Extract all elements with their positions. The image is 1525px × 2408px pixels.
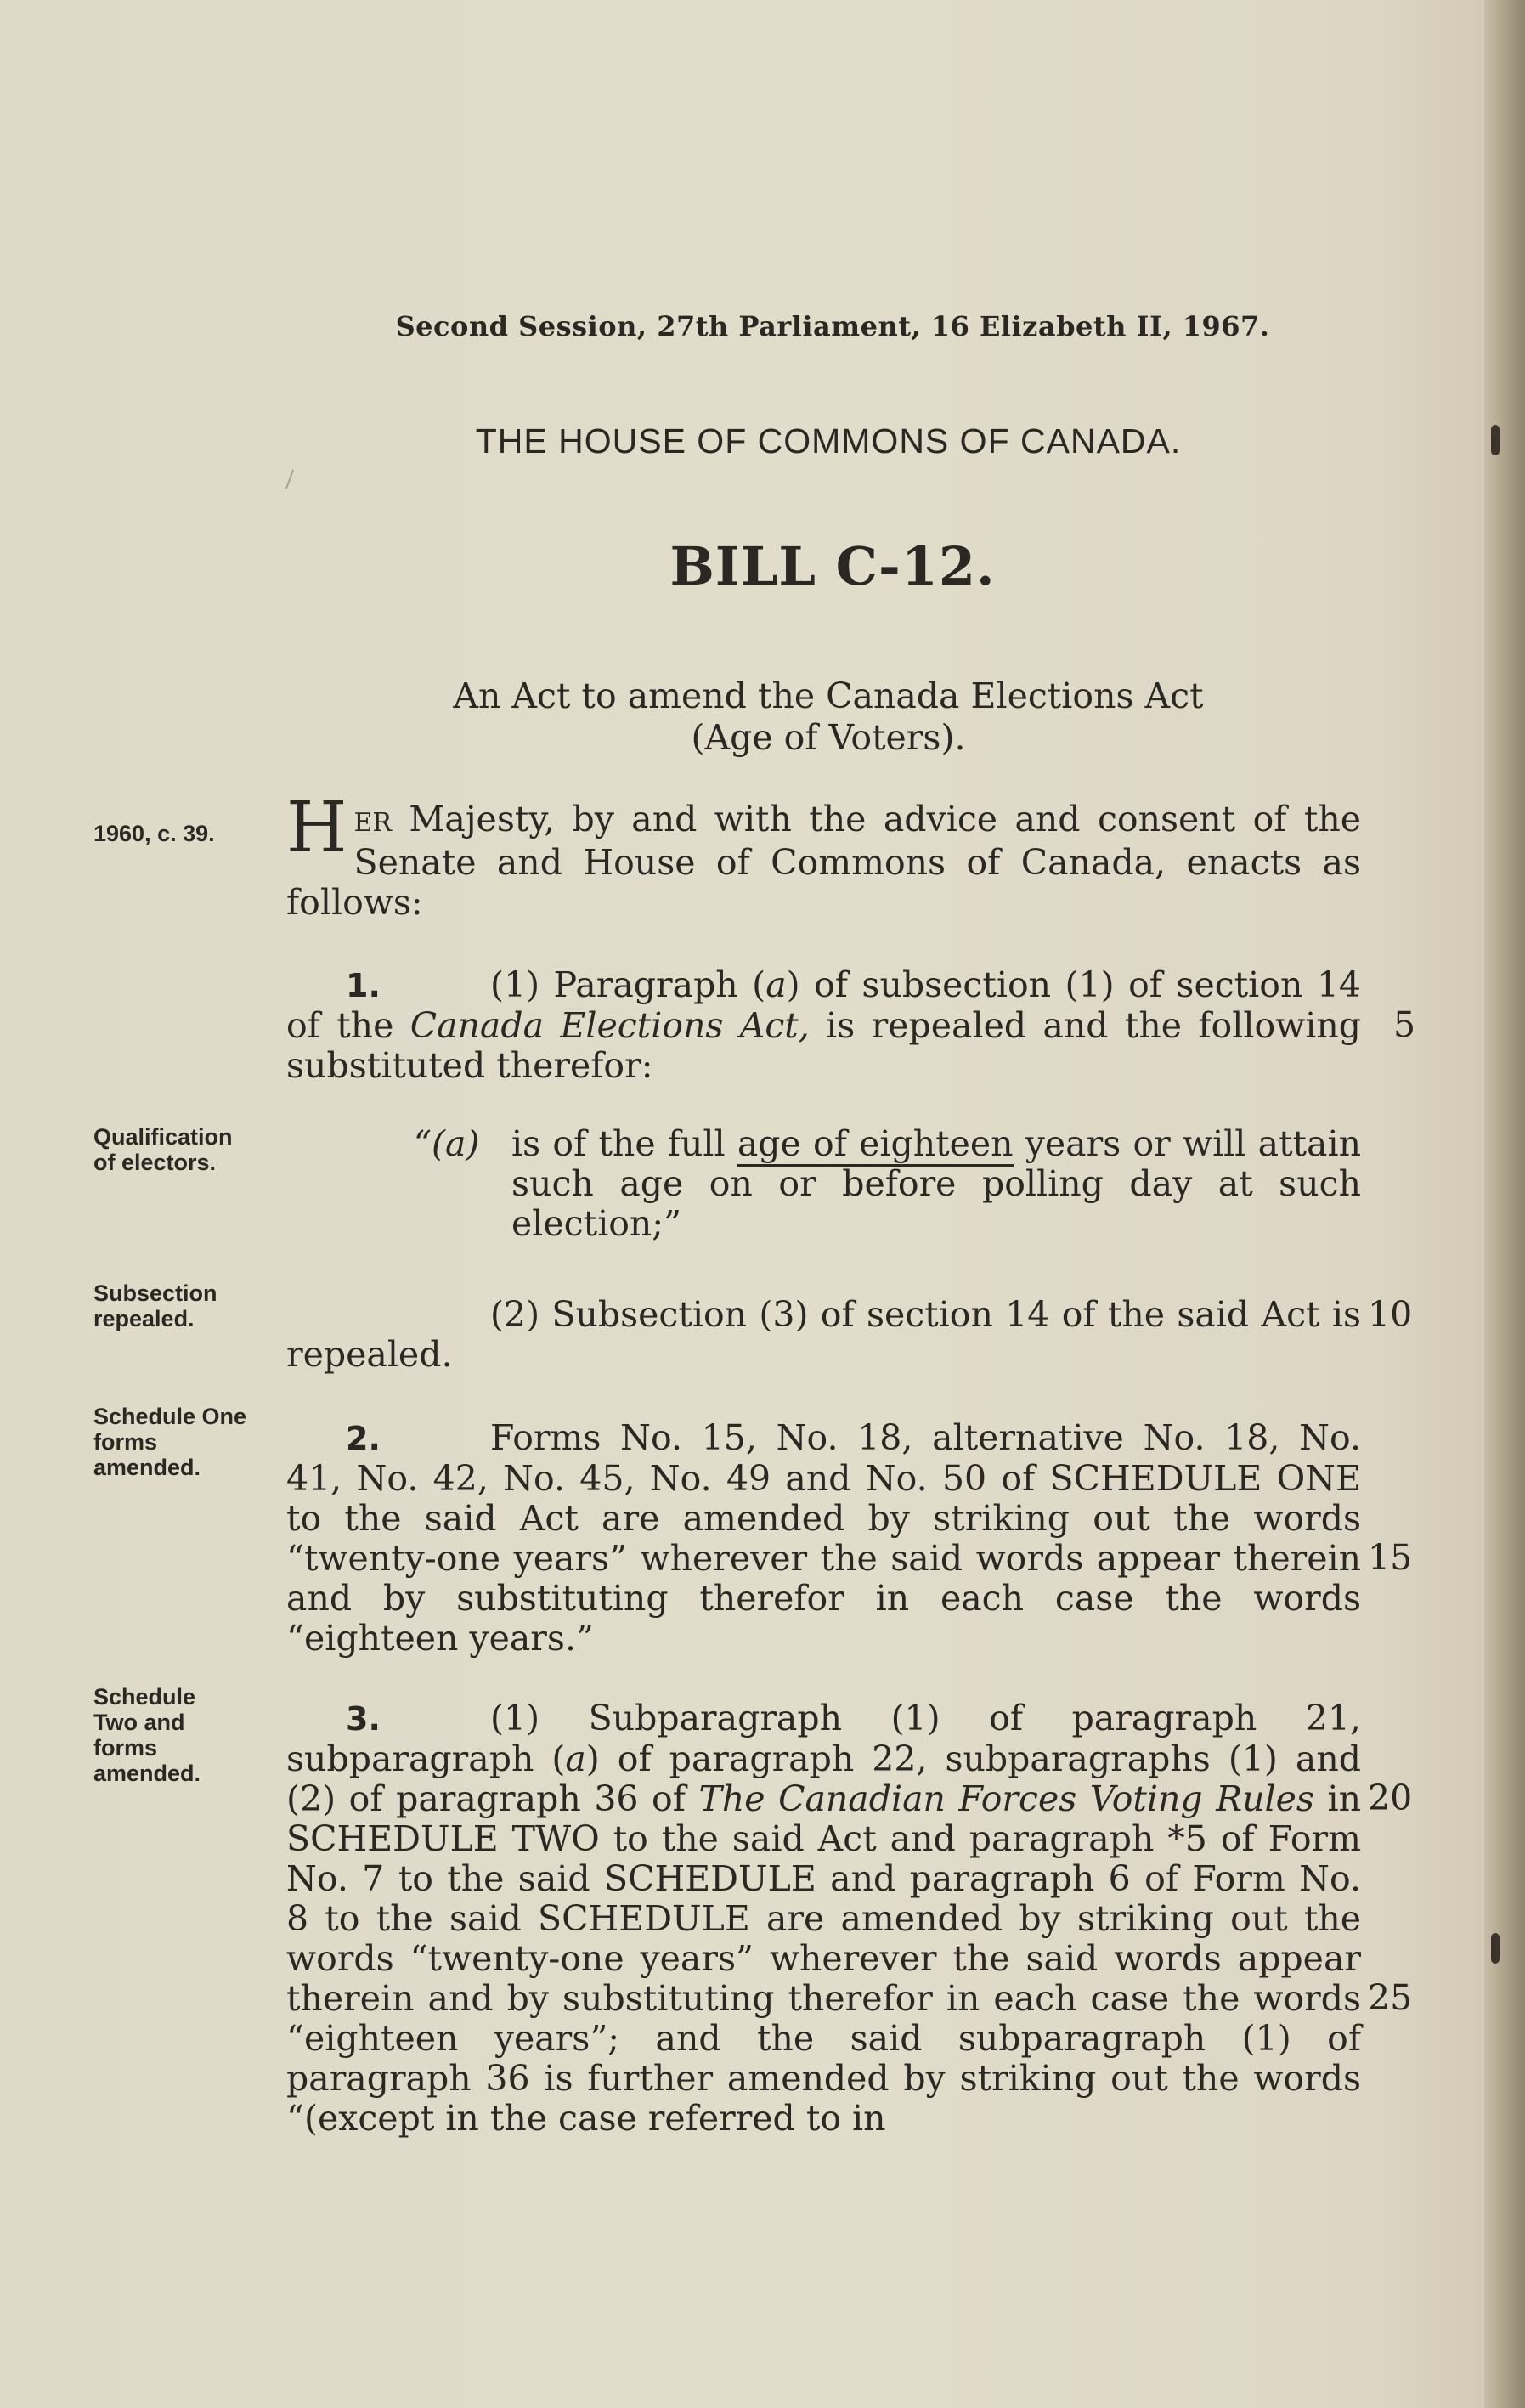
line-number: 10 — [1368, 1294, 1413, 1335]
text-run: (1) Paragraph ( — [490, 964, 766, 1005]
item-body — [511, 1124, 1361, 1244]
text-run: ) of paragraph 22, subparagraphs (1) and (2) of paragraph 36 of — [286, 1738, 1361, 1819]
text-run: years or will attain such age on or before polling day at such election;” — [511, 1123, 1361, 1244]
section-2 — [286, 1418, 1361, 1659]
subtitle-line-1: An Act to amend the Canada Elections Act — [453, 675, 1204, 716]
rules-title: The Canadian Forces Voting Rules — [698, 1778, 1314, 1819]
dropcap: H — [286, 788, 347, 868]
section-1-subsection-1 — [286, 965, 1361, 1086]
bill-subtitle — [0, 675, 1525, 759]
edge-mark — [1491, 1933, 1500, 1964]
enacting-text: Majesty, by and with the advice and consent of the Senate and House of Commons of Canada, enacts as follows: — [286, 799, 1361, 923]
line-number: 5 — [1393, 1004, 1416, 1045]
margin-note-citation: 1960, c. 39. — [93, 821, 215, 846]
subtitle-line-2: (Age of Voters). — [691, 717, 966, 758]
paragraph-letter: a — [765, 964, 787, 1005]
line-number: 15 — [1368, 1537, 1413, 1578]
page-edge — [1484, 0, 1525, 2408]
text-run: is of the full — [511, 1123, 737, 1164]
enacting-clause — [286, 788, 1361, 923]
item-label: “(a) — [414, 1123, 480, 1164]
text-run: is repealed and the following substituted therefor: — [286, 1005, 1361, 1086]
text-run: ) of subsection (1) of section 14 of the — [286, 964, 1361, 1046]
text-run: (2) Subsection (3) of section 14 of the said Act is repealed. — [286, 1294, 1361, 1375]
text-run: Forms No. 15, No. 18, alternative No. 18, No. 41, No. 42, No. 45, No. 49 and No. 50 of SCHEDULE ONE to the said Act are amended by striking out the words “twenty-one years” wherever the said words appear therein and by substituting therefor in each case the words “eighteen years.” — [286, 1417, 1361, 1659]
bill-number: BILL C-12. — [669, 535, 996, 597]
section-1-subsection-2 — [286, 1295, 1361, 1375]
paragraph-letter: a — [565, 1738, 586, 1779]
text-run: (1) Subparagraph (1) of paragraph 21, subparagraph ( — [286, 1698, 1361, 1779]
section-number: 3. — [346, 1700, 381, 1738]
section-1-item-a — [414, 1124, 1361, 1244]
margin-note-subsection-repealed: Subsection repealed. — [93, 1280, 217, 1331]
section-number: 1. — [346, 967, 381, 1004]
section-3 — [286, 1699, 1361, 2139]
margin-note-schedule-one: Schedule One forms amended. — [93, 1404, 247, 1480]
enacting-smallcaps: ER — [353, 808, 393, 838]
margin-note-qualification: Qualification of electors. — [93, 1124, 233, 1175]
underlined-text: age of eighteen — [737, 1123, 1014, 1167]
text-run: in SCHEDULE TWO to the said Act and paragraph *5 of Form No. 7 to the said SCHEDULE and paragraph 6 of Form No. 8 to the said SCHEDULE are amended by striking out the words “twenty-one years” wherever the said words appear therein and by substituting therefor in each case the words “eighteen years”; and the said subparagraph (1) of paragraph 36 is further amended by striking out the words “(except in the case referred to in — [286, 1778, 1361, 2139]
act-title: Canada Elections Act, — [409, 1005, 810, 1046]
line-number: 20 — [1368, 1778, 1413, 1818]
section-number: 2. — [346, 1420, 381, 1457]
line-number: 25 — [1368, 1977, 1413, 2018]
session-line: Second Session, 27th Parliament, 16 Elizabeth II, 1967. — [395, 310, 1270, 342]
margin-note-schedule-two: Schedule Two and forms amended. — [93, 1684, 201, 1786]
house-title: THE HOUSE OF COMMONS OF CANADA. — [475, 421, 1182, 461]
